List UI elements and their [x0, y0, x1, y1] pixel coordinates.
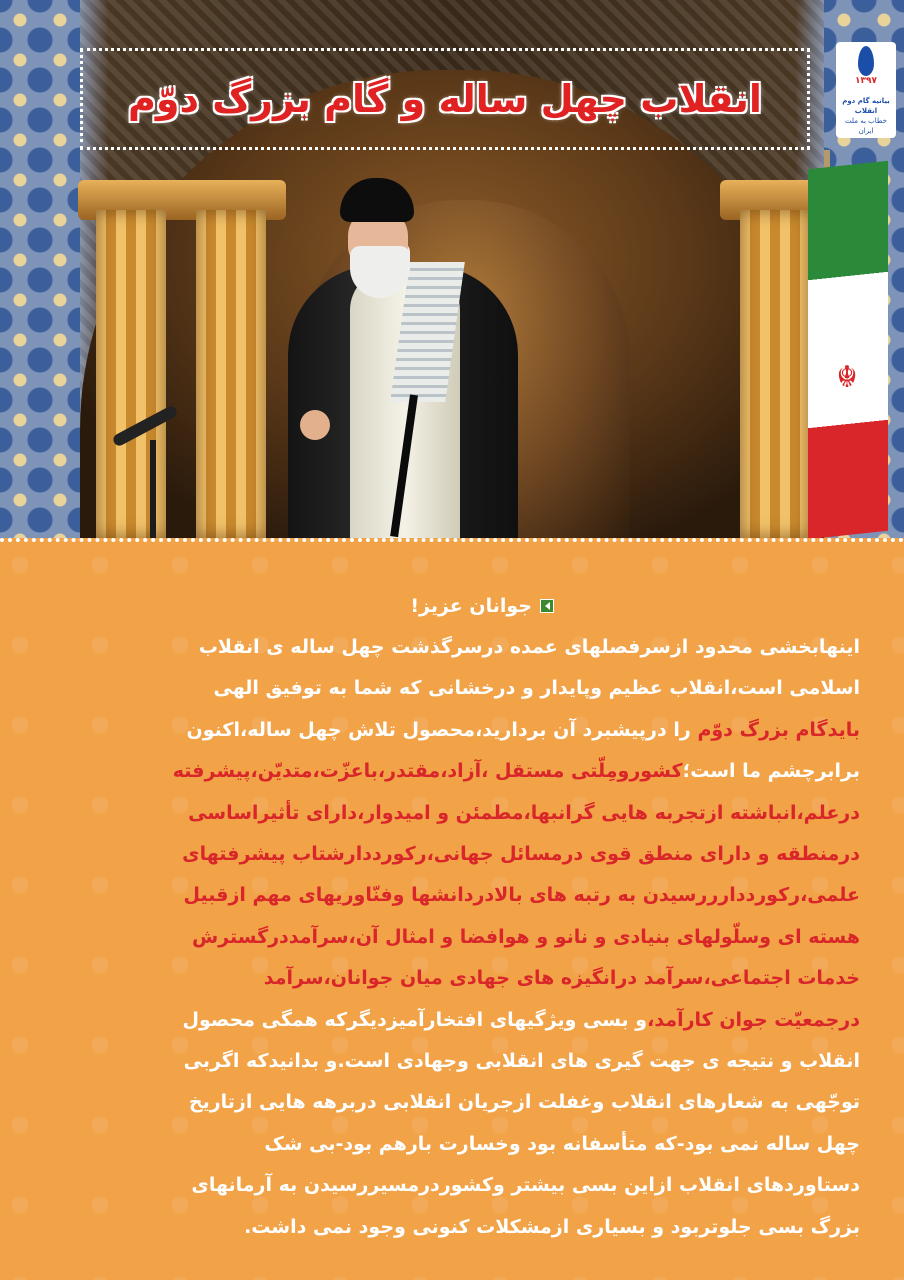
article-line — [40, 751, 860, 792]
article-line — [40, 1041, 860, 1082]
highlighted-text: بایدگام بزرگ دوّم — [697, 718, 860, 741]
article-line — [40, 1207, 860, 1248]
pillar — [196, 210, 266, 538]
body-text-segment: انقلاب و نتیجه ی جهت گیری های انقلابی وجهادی است.و بدانیدکه اگربی — [183, 1050, 860, 1073]
logo-drop-icon — [858, 46, 874, 76]
body-text-segment: اسلامی است،انقلاب عظیم وپایدار و درخشانی که شما به توفیق الهی — [213, 677, 860, 700]
greeting-heading — [410, 595, 554, 617]
article-line — [40, 1165, 860, 1206]
article-line — [40, 1124, 860, 1165]
logo-number: ۱۳۹۷ — [855, 76, 877, 86]
highlighted-text: کشورومِلّتی مستقل ،آزاد،مقتدر،باعزّت،متدیّن،پیشرفته — [172, 760, 683, 783]
highlighted-text: علمی،رکورددارررسیدن به رتبه های بالادردانشها وفنّاوریهای مهم ازقبیل — [183, 884, 860, 907]
logo-mark-icon — [849, 46, 883, 90]
person-hand — [300, 410, 330, 440]
article-panel — [0, 545, 904, 1280]
logo-text-line1: بیانیه گام دوم انقلاب — [842, 97, 890, 115]
article-body — [40, 627, 860, 1248]
campaign-logo — [836, 42, 896, 138]
article-line — [40, 793, 860, 834]
iran-flag-icon — [808, 161, 888, 538]
article-line — [40, 1000, 860, 1041]
microphone-stand — [150, 440, 156, 538]
article-line — [40, 668, 860, 709]
flag-emblem-icon: ☬ — [836, 360, 858, 395]
header-photo — [0, 0, 904, 538]
body-text-segment: دستاوردهای انقلاب ازاین بسی بیشتر وکشوردرمسیررسیدن به آرمانهای — [191, 1174, 860, 1197]
body-text-segment: برابرچشم ما است؛ — [682, 760, 860, 783]
body-text-segment: را درپیشبرد آن بردارید،محصول تلاش چهل ساله،اکنون — [186, 718, 698, 741]
body-text-segment: اینهابخشی محدود ازسرفصلهای عمده درسرگذشت چهل ساله ی انقلاب — [198, 636, 860, 658]
article-line — [40, 834, 860, 875]
body-text-segment: توجّهی به شعارهای انقلاب وغفلت ازجریان انقلابی دربرهه هایی ازتاریخ — [188, 1091, 860, 1114]
article-line — [40, 627, 860, 668]
highlighted-text: خدمات اجتماعی،سرآمد درانگیزه های جهادی میان جوانان،سرآمد — [263, 967, 860, 990]
article-line — [40, 710, 860, 751]
tile-wall-left — [0, 0, 80, 538]
greeting-text: جوانان عزیز! — [410, 595, 532, 617]
logo-text-line2: خطاب به ملت ایران — [845, 117, 887, 135]
title-box — [80, 48, 810, 150]
bullet-arrow-icon — [540, 599, 554, 613]
pillar — [740, 210, 810, 538]
body-text-segment: و بسی ویژگیهای افتخارآمیزدیگرکه همگی محصول — [182, 1008, 648, 1031]
highlighted-text: درجمعیّت جوان کارآمد، — [647, 1008, 860, 1031]
highlighted-text: درمنطقه و دارای منطق قوی درمسائل جهانی،رکورددارشتاب پیشرفتهای — [182, 843, 860, 866]
page-title: انقلاب چهل ساله و گام بزرگ دوّم — [128, 77, 762, 121]
article-line — [40, 875, 860, 916]
highlighted-text: درعلم،انباشته ازتجربه هایی گرانبها،مطمئن و امیدوار،دارای تأثیراساسی — [188, 801, 860, 824]
highlighted-text: هسته ای وسلّولهای بنیادی و نانو و هوافضا و امثال آن،سرآمددرگسترش — [191, 925, 860, 948]
body-text-segment: چهل ساله نمی بود-که متأسفانه بود وخسارت بارهم بود-بی شک — [264, 1132, 860, 1155]
article-line — [40, 1082, 860, 1123]
dotted-divider — [0, 538, 904, 542]
body-text-segment: بزرگ بسی جلوتربود و بسیاری ازمشکلات کنونی وجود نمی داشت. — [244, 1215, 860, 1238]
article-line — [40, 958, 860, 999]
article-line — [40, 917, 860, 958]
